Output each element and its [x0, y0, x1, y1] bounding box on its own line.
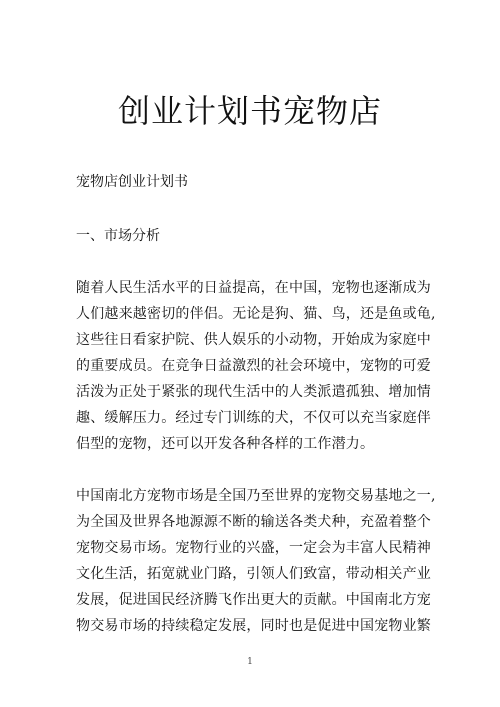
paragraph-line: 宠物交易市场。宠物行业的兴盛，一定会为丰富人民精神	[76, 540, 431, 556]
paragraph-line: 发展，促进国民经济腾飞作出更大的贡献。中国南北方宠	[76, 592, 431, 608]
paragraph-line: 侣型的宠物，还可以开发各种各样的工作潜力。	[76, 436, 375, 452]
paragraph-line: 中国南北方宠物市场是全国乃至世界的宠物交易基地之一,	[76, 488, 436, 504]
section-heading: 一、市场分析	[76, 228, 160, 244]
paragraph-line: 活泼为正处于紧张的现代生活中的人类派遣孤独、增加情	[76, 384, 431, 400]
document-title: 创业计划书宠物店	[117, 92, 382, 130]
paragraph-line: 的重要成员。在竞争日益激烈的社会环境中，宠物的可爱	[76, 358, 431, 374]
paragraph-line: 文化生活，拓宽就业门路，引领人们致富，带动相关产业	[76, 566, 431, 582]
paragraph-line: 这些往日看家护院、供人娱乐的小动物，开始成为家庭中	[76, 332, 431, 348]
page-number: 1	[247, 657, 253, 667]
paragraph-line: 为全国及世界各地源源不断的输送各类犬种，充盈着整个	[76, 514, 431, 530]
paragraph-line: 物交易市场的持续稳定发展，同时也是促进中国宠物业繁	[76, 618, 431, 634]
paragraph-line: 随着人民生活水平的日益提高，在中国，宠物也逐渐成为	[76, 280, 431, 296]
document-subtitle: 宠物店创业计划书	[76, 174, 188, 190]
paragraph-line: 趣、缓解压力。经过专门训练的犬，不仅可以充当家庭伴	[76, 410, 431, 426]
paragraph-line: 人们越来越密切的伴侣。无论是狗、猫、鸟，还是鱼或龟,	[76, 306, 436, 322]
